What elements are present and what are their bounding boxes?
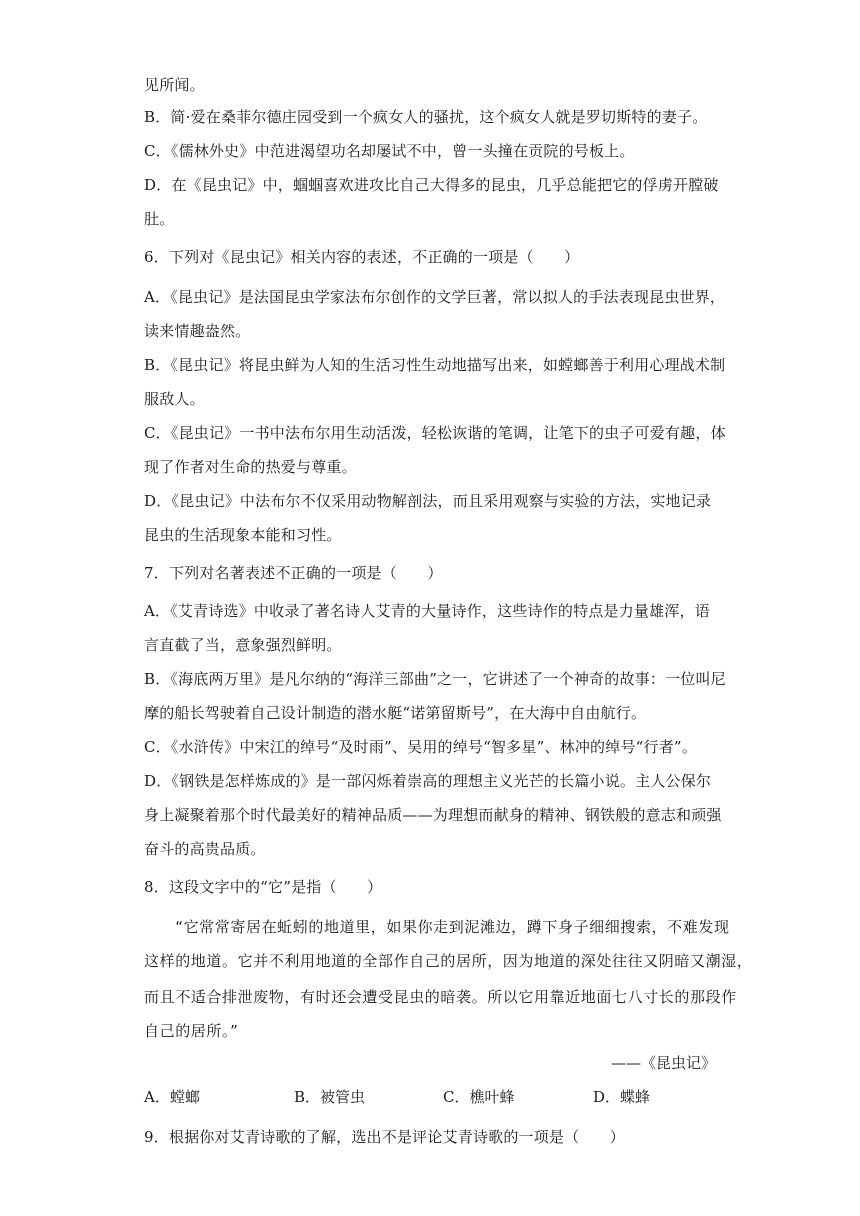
text-line: 见所闻。 — [144, 76, 205, 94]
quote-line: “它常常寄居在蚯蚓的地道里，如果你走到泥滩边，蹲下身子细细搜索，不难发现 — [144, 918, 730, 936]
option-b-prev: B．简·爱在桑菲尔德庄园受到一个疯女人的骚扰，这个疯女人就是罗切斯特的妻子。 — [144, 108, 708, 126]
text-line: 现了作者对生命的热爱与尊重。 — [144, 458, 357, 476]
question-8-option-c: C．樵叶蜂 — [443, 1088, 515, 1106]
option-c-prev: C．《儒林外史》中范进渴望功名却屡试不中，曾一头撞在贡院的号板上。 — [144, 142, 635, 160]
text-line: 昆虫的生活现象本能和习性。 — [144, 526, 342, 544]
question-9: 9．根据你对艾青诗歌的了解，选出不是评论艾青诗歌的一项是（ ） — [144, 1128, 625, 1146]
question-6-option-c: C．《昆虫记》一书中法布尔用生动活泼，轻松诙谐的笔调，让笔下的虫子可爱有趣，体 — [144, 424, 726, 442]
question-8-option-b: B．被管虫 — [294, 1088, 366, 1106]
text-line: 摩的船长驾驶着自己设计制造的潜水艇“诺第留斯号”，在大海中自由航行。 — [144, 704, 647, 722]
quote-line: 这样的地道。它并不利用地道的全部作自己的居所，因为地道的深处往往又阴暗又潮湿， — [144, 952, 753, 970]
text-line: 言直截了当，意象强烈鲜明。 — [144, 636, 342, 654]
quote-line: 而且不适合排泄废物，有时还会遭受昆虫的暗袭。所以它用靠近地面七八寸长的那段作 — [144, 988, 737, 1006]
question-7-option-c: C．《水浒传》中宋江的绰号“及时雨”、吴用的绰号“智多星”、林冲的绰号“行者”。 — [144, 738, 697, 756]
text-line: 奋斗的高贵品质。 — [144, 840, 266, 858]
question-6-option-a: A．《昆虫记》是法国昆虫学家法布尔创作的文学巨著，常以拟人的手法表现昆虫世界， — [144, 288, 726, 306]
question-6-option-d: D．《昆虫记》中法布尔不仅采用动物解剖法，而且采用观察与实验的方法，实地记录 — [144, 492, 712, 510]
question-8: 8．这段文字中的“它”是指（ ） — [144, 878, 383, 896]
option-d-prev: D．在《昆虫记》中，蝈蝈喜欢进攻比自己大得多的昆虫，几乎总能把它的俘虏开膛破 — [144, 176, 719, 194]
question-7: 7．下列对名著表述不正确的一项是（ ） — [144, 564, 443, 582]
question-7-option-b: B．《海底两万里》是凡尔纳的“海洋三部曲”之一，它讲述了一个神奇的故事：一位叫尼 — [144, 670, 726, 688]
question-7-option-a: A．《艾青诗选》中收录了著名诗人艾青的大量诗作，这些诗作的特点是力量雄浑，语 — [144, 602, 710, 620]
question-6: 6．下列对《昆虫记》相关内容的表述，不正确的一项是（ ） — [144, 248, 580, 266]
quote-line: 自己的居所。” — [144, 1022, 239, 1040]
quote-source: ——《昆虫记》 — [610, 1054, 716, 1072]
question-8-option-d: D．蝶蜂 — [593, 1088, 651, 1106]
text-line: 身上凝聚着那个时代最美好的精神品质——为理想而献身的精神、钢铁般的意志和顽强 — [144, 806, 722, 824]
text-line: 服敌人。 — [144, 390, 205, 408]
question-7-option-d: D．《钢铁是怎样炼成的》是一部闪烁着崇高的理想主义光芒的长篇小说。主人公保尔 — [144, 772, 712, 790]
text-line: 读来情趣盎然。 — [144, 322, 251, 340]
question-6-option-b: B．《昆虫记》将昆虫鲜为人知的生活习性生动地描写出来，如螳螂善于利用心理战术制 — [144, 356, 726, 374]
text-line: 肚。 — [144, 210, 175, 228]
question-8-option-a: A．螳螂 — [144, 1088, 200, 1106]
